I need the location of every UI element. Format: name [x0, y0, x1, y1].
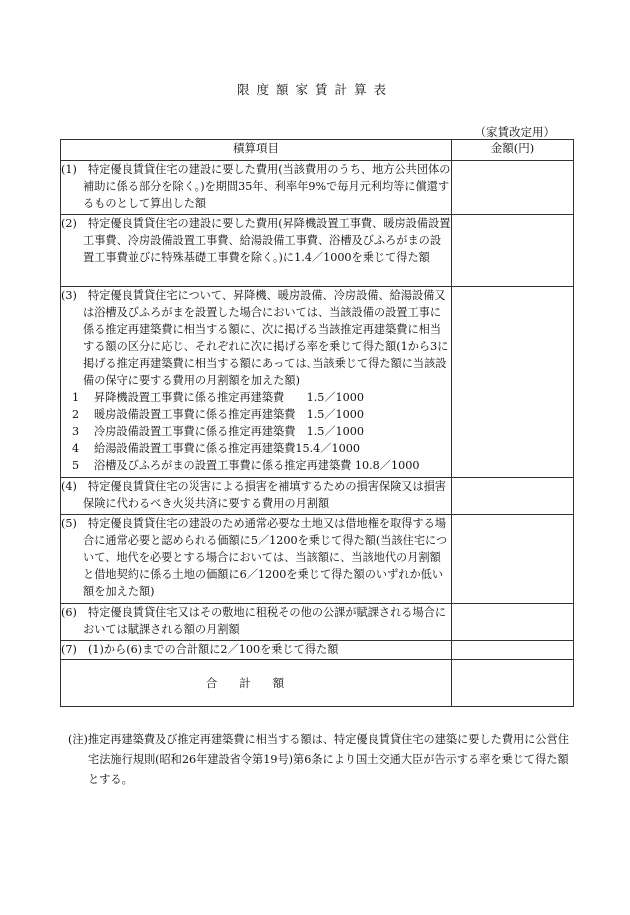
sub-item-rate: 1.5／1000	[306, 391, 365, 404]
row-3-amount[interactable]	[452, 287, 574, 478]
table-header-row	[61, 140, 574, 161]
list-item	[61, 440, 451, 457]
list-item	[61, 457, 451, 474]
sub-item-label: 浴槽及びふろがまの設置工事費に係る推定再建築費	[94, 459, 355, 472]
row-2-amount[interactable]	[452, 215, 574, 287]
table-row	[61, 287, 574, 478]
header-item: 積算項目	[61, 140, 452, 161]
sub-item-number: 3	[72, 425, 80, 438]
table-row	[61, 515, 574, 604]
list-item	[61, 406, 451, 423]
list-item	[61, 423, 451, 440]
row-4-text: (4) 特定優良賃貸住宅の災害による損害を補填するための損害保険又は損害保険に代わるべき火災共済に要する費用の月割額	[61, 480, 447, 510]
table-row-total	[61, 660, 574, 707]
row-6-amount[interactable]	[452, 604, 574, 641]
sub-item-number: 1	[72, 391, 80, 404]
list-item	[61, 389, 451, 406]
table-row	[61, 604, 574, 641]
row-4-amount[interactable]	[452, 478, 574, 515]
total-amount[interactable]	[452, 660, 574, 707]
row-2-text: (2) 特定優良賃貸住宅の建設に要した費用(昇降機設置工事費、暖房設備設置工事費、冷房設備設置工事費、給湯設備工事費、浴槽及びふろがまの設置工事費並びに特殊基礎工事費を除く。)に1.4／1000を乗じて得た額	[61, 217, 451, 264]
footnote	[68, 730, 573, 790]
row-7-text: (7) (1)から(6)までの合計額に2／100を乗じて得た額	[61, 643, 339, 656]
sub-item-number: 5	[72, 459, 80, 472]
table-row	[61, 161, 574, 215]
sub-item-label: 給湯設備設置工事費に係る推定再建築費	[94, 442, 296, 455]
header-amount: 金額(円)	[452, 140, 574, 161]
sub-item-number: 2	[72, 408, 80, 421]
table-row	[61, 641, 574, 660]
sub-item-rate: 1.5／1000	[306, 408, 365, 421]
revision-note: （家賃改定用）	[474, 125, 555, 139]
sub-item-number: 4	[72, 442, 80, 455]
row-7-amount[interactable]	[452, 641, 574, 660]
total-label: 合計額	[61, 660, 452, 707]
row-5-text: (5) 特定優良賃貸住宅の建設のため通常必要な土地又は借地権を取得する場合に通常必要と認められる価額に5／1200を乗じて得た額(当該住宅について、地代を必要とする場合においては、当該額に、当該地代の月割額と借地契約に係る土地の価額に6／1200を乗じて得た額のいずれか低い額を加えた額)	[61, 517, 448, 598]
sub-item-rate: 10.8／1000	[354, 459, 420, 472]
table-row	[61, 215, 574, 287]
sub-item-label: 冷房設備設置工事費に係る推定再建築費	[94, 425, 307, 438]
sub-item-label: 暖房設備設置工事費に係る推定再建築費	[94, 408, 307, 421]
sub-item-list	[61, 389, 451, 474]
row-6-text: (6) 特定優良賃貸住宅又はその敷地に租税その他の公課が賦課される場合においては賦課される額の月割額	[61, 606, 447, 636]
sub-item-label: 昇降機設置工事費に係る推定再建築費	[94, 391, 307, 404]
page-title: 限度額家賃計算表	[236, 82, 393, 97]
calculation-table	[60, 139, 574, 707]
sub-item-rate: 1.5／1000	[306, 425, 365, 438]
row-3-text: (3) 特定優良賃貸住宅について、昇降機、暖房設備、冷房設備、給湯設備又は浴槽及びふろがまを設置した場合においては、当該設備の設置工事に係る推定再建築費に相当する額に、次に掲げる当該推定再建築費に相当する額の区分に応じ、それぞれに次に掲げる率を乗じて得た額(1から3に掲げる推定再建築費に相当する額にあっては､当該乗じて得た額に当該設備の保守に要する費用の月割額を加えた額)	[61, 289, 449, 387]
footnote-text: (注)推定再建築費及び推定再建築費に相当する額は、特定優良賃貸住宅の建築に要した費用に公営住宅法施行規則(昭和26年建設省令第19号)第6条により国土交通大臣が告示する率を乗じて得た額とする。	[68, 733, 569, 786]
row-5-amount[interactable]	[452, 515, 574, 604]
row-1-text: (1) 特定優良賃貸住宅の建設に要した費用(当該費用のうち、地方公共団体の補助に係る部分を除く。)を期間35年、利率年9%で毎月元利均等に償還するものとして算出した額	[61, 163, 451, 210]
sub-item-rate: 15.4／1000	[295, 442, 360, 455]
row-1-amount[interactable]	[452, 161, 574, 215]
table-row	[61, 478, 574, 515]
